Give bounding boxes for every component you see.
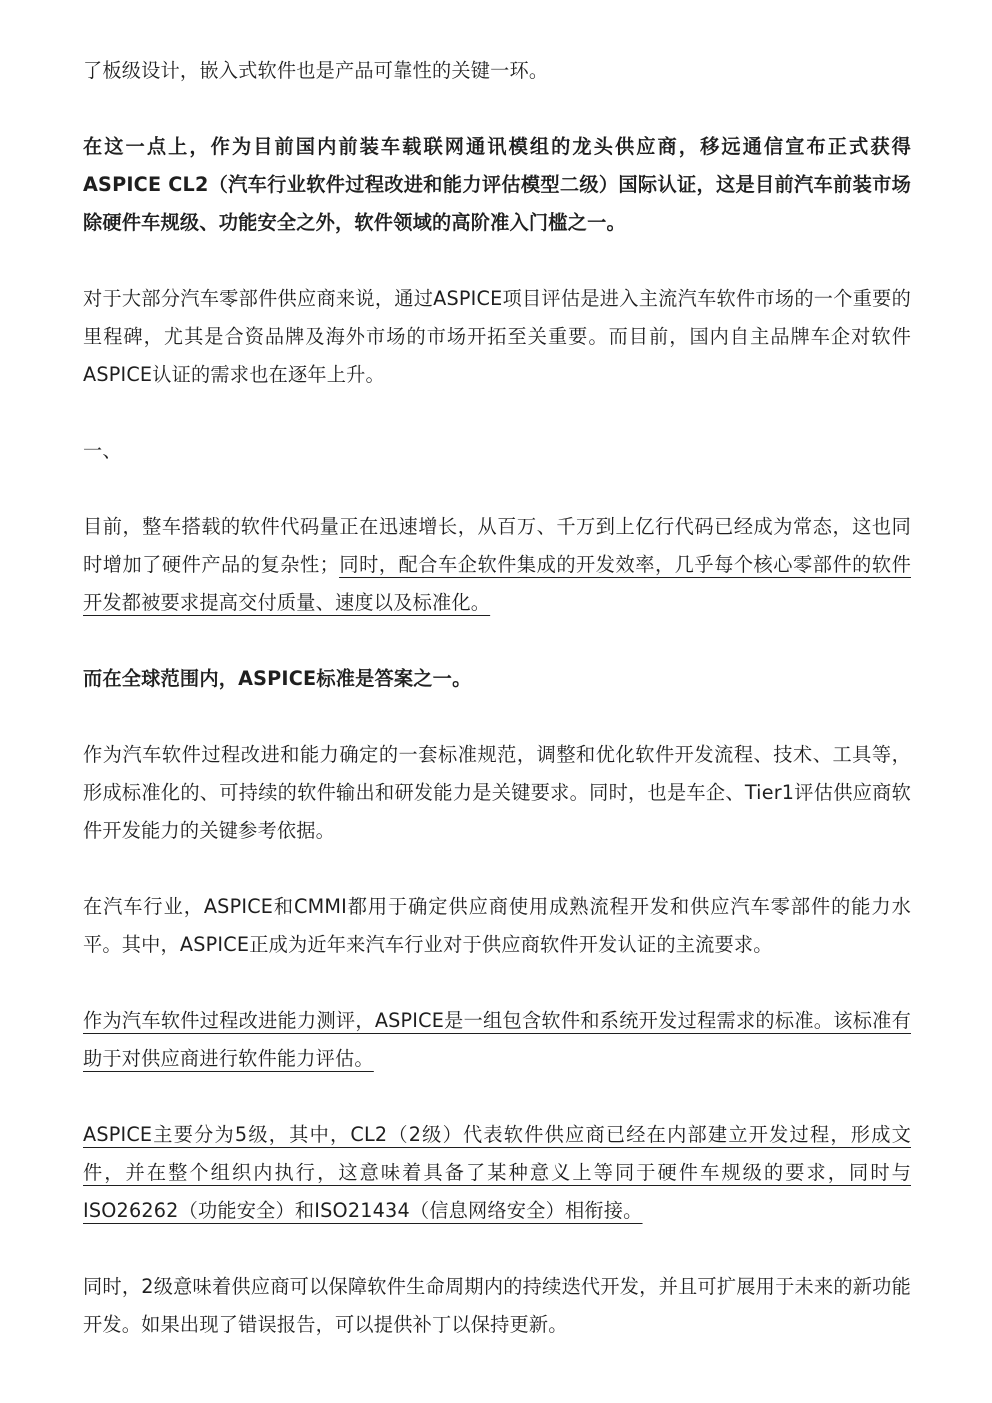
paragraph-capability-assessment [83, 1002, 911, 1078]
document-page [83, 52, 911, 1382]
paragraph-level2-lifecycle: 同时，2级意味着供应商可以保障软件生命周期内的持续迭代开发，并且可扩展用于未来的新功能开发。如果出现了错误报告，可以提供补丁以保持更新。 [83, 1275, 911, 1336]
code-growth-text: 目前，整车搭载的软件代码量正在迅速增长，从百万、千万到上亿行代码已经成为常态，这也同时增加了硬件产品的复杂性； [83, 515, 911, 576]
section-heading-one: 一、 [83, 439, 122, 462]
paragraph-standard-spec: 作为汽车软件过程改进和能力确定的一套标准规范，调整和优化软件开发流程、技术、工具等，形成标准化的、可持续的软件输出和研发能力是关键要求。同时，也是车企、Tier1评估供应商软件开发能力的关键参考依据。 [83, 743, 911, 842]
paragraph-aspice-answer: 而在全球范围内，ASPICE标准是答案之一。 [83, 667, 472, 690]
code-growth-underlined-text: 同时，配合车企软件集成的开发效率，几乎每个核心零部件的软件开发都被要求提高交付质量、速度以及标准化。 [83, 553, 911, 614]
capability-assessment-underlined-text: 作为汽车软件过程改进能力测评，ASPICE是一组包含软件和系统开发过程需求的标准。该标准有助于对供应商进行软件能力评估。 [83, 1009, 911, 1070]
aspice-levels-underlined-text: ASPICE主要分为5级，其中，CL2（2级）代表软件供应商已经在内部建立开发过程，形成文件，并在整个组织内执行，这意味着具备了某种意义上等同于硬件车规级的要求，同时与ISO26262（功能安全）和ISO21434（信息网络安全）相衔接。 [83, 1123, 911, 1222]
paragraph-aspice-cl2-announcement: 在这一点上，作为目前国内前装车载联网通讯模组的龙头供应商，移远通信宣布正式获得ASPICE CL2（汽车行业软件过程改进和能力评估模型二级）国际认证，这是目前汽车前装市场除硬件车规级、功能安全之外，软件领域的高阶准入门槛之一。 [83, 135, 911, 234]
paragraph-code-growth [83, 508, 911, 622]
paragraph-aspice-cmmi: 在汽车行业，ASPICE和CMMI都用于确定供应商使用成熟流程开发和供应汽车零部件的能力水平。其中，ASPICE正成为近年来汽车行业对于供应商软件开发认证的主流要求。 [83, 895, 911, 956]
paragraph-board-design: 了板级设计，嵌入式软件也是产品可靠性的关键一环。 [83, 59, 549, 82]
paragraph-aspice-levels [83, 1116, 911, 1230]
paragraph-supplier-milestone: 对于大部分汽车零部件供应商来说，通过ASPICE项目评估是进入主流汽车软件市场的一个重要的里程碑，尤其是合资品牌及海外市场的市场开拓至关重要。而目前，国内自主品牌车企对软件ASPICE认证的需求也在逐年上升。 [83, 287, 911, 386]
